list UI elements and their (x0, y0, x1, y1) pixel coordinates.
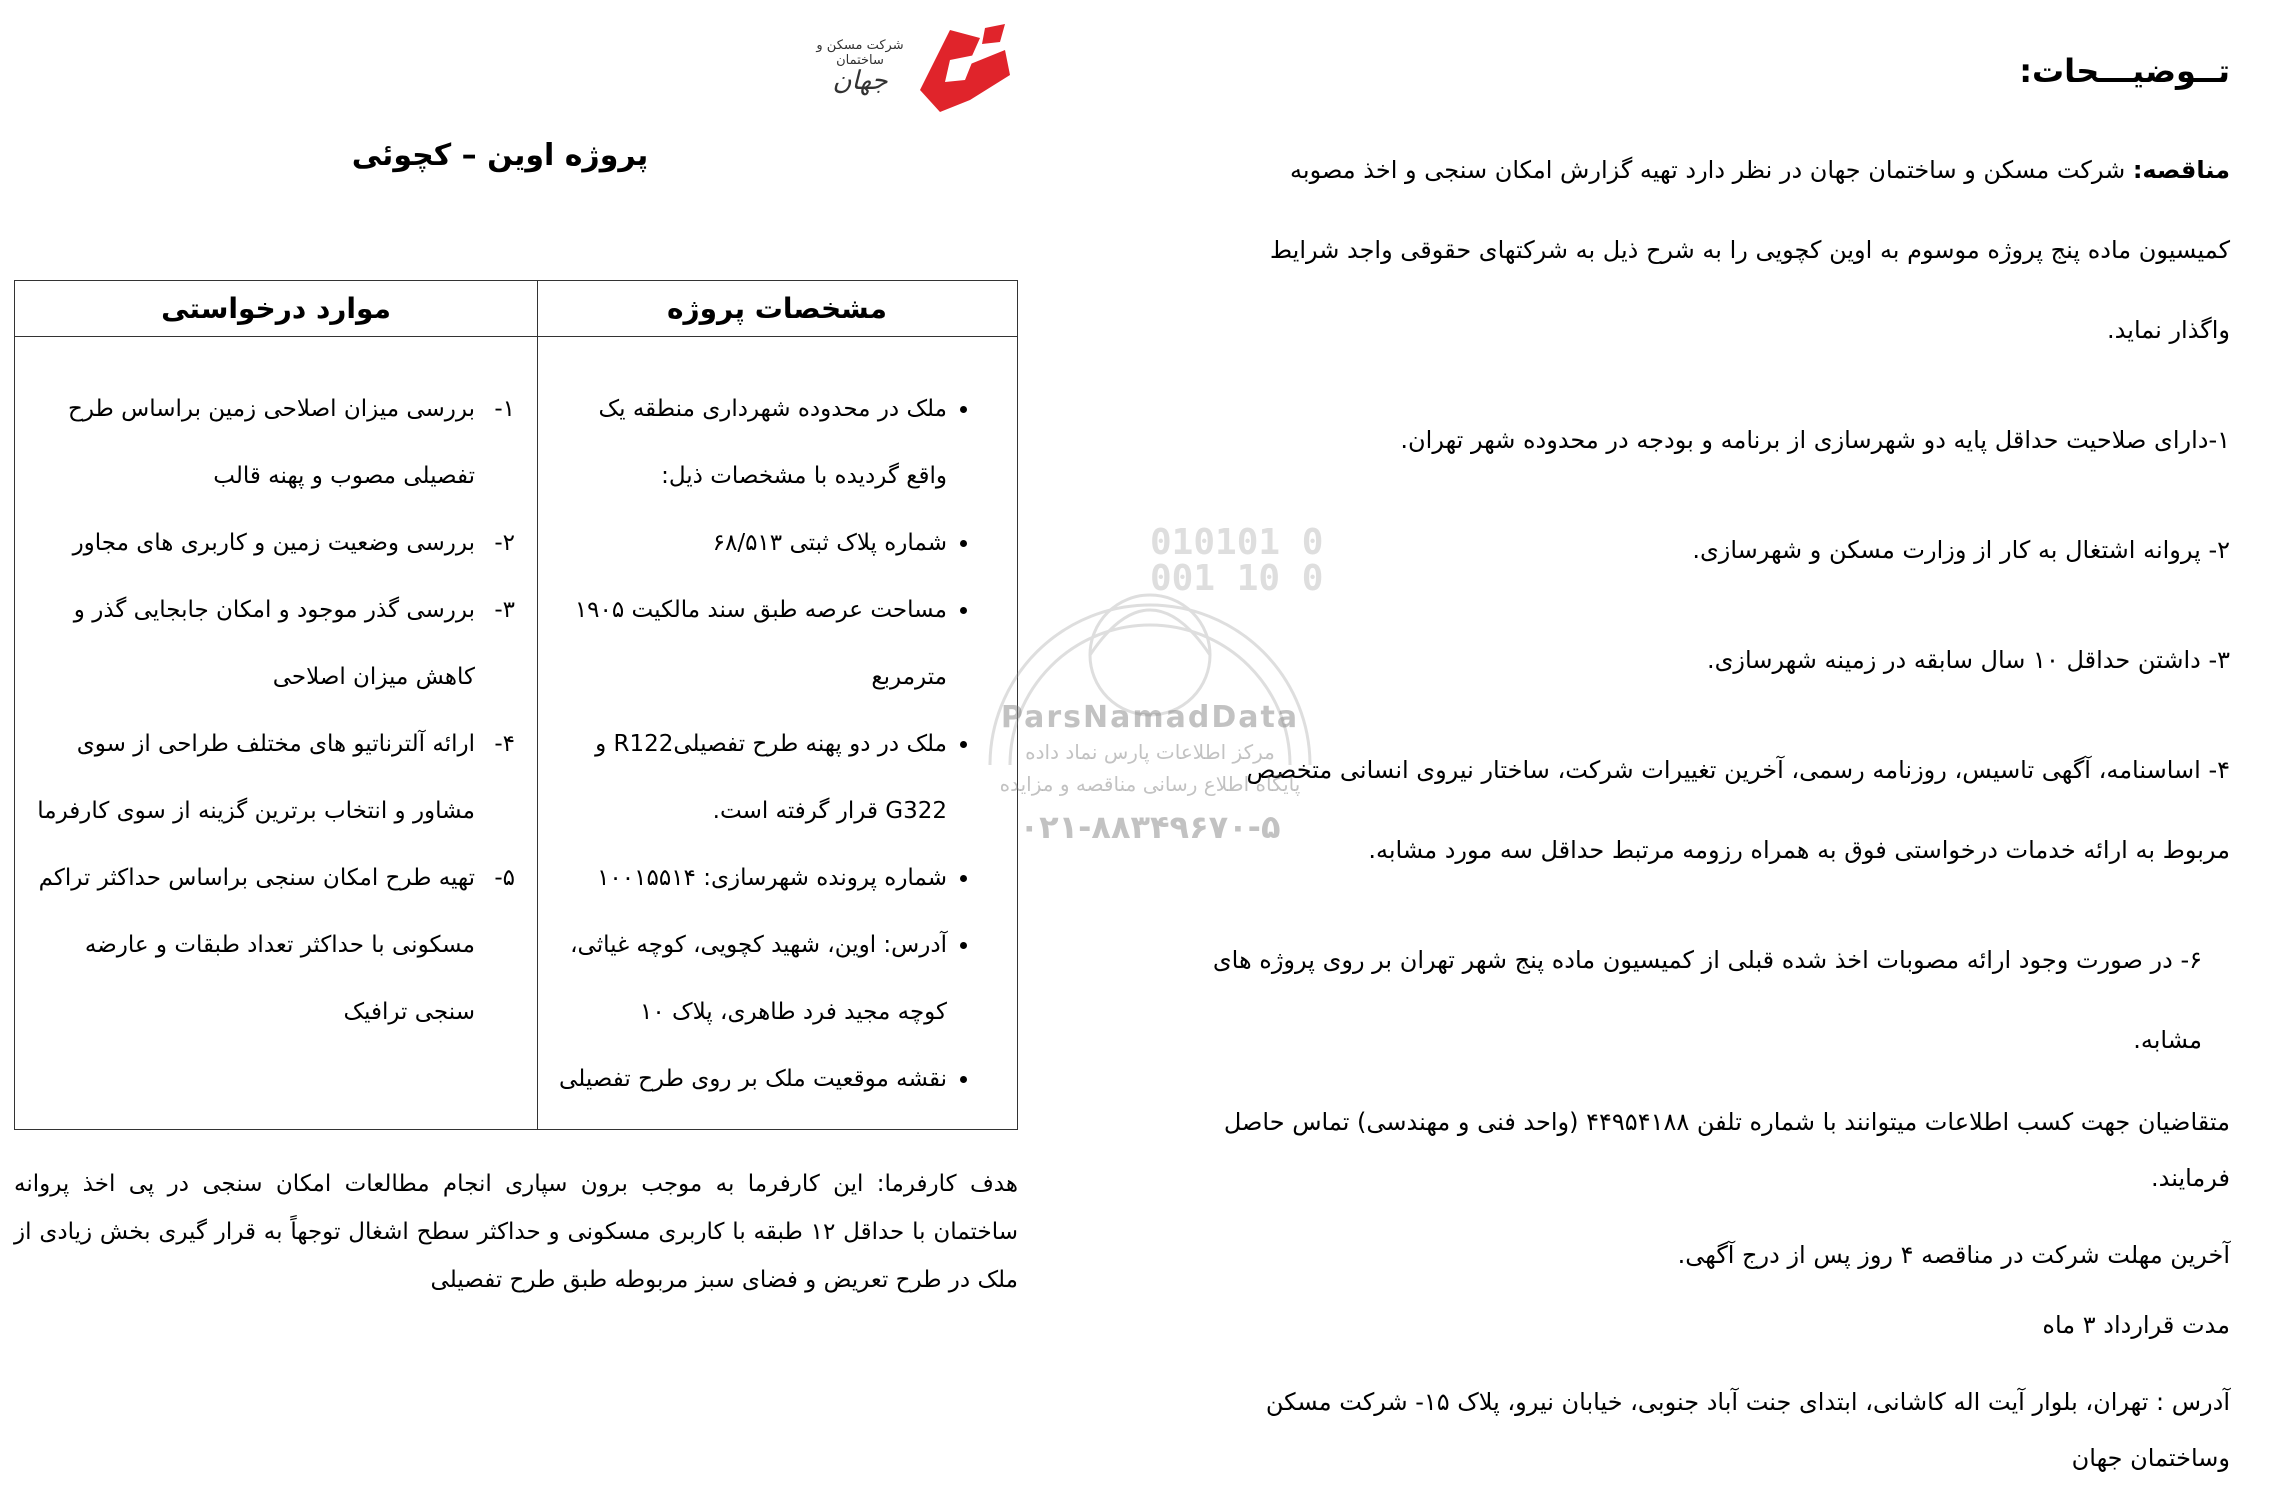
request-number: ۲- (494, 530, 515, 556)
notes-item: ۳- داشتن حداقل ۱۰ سال سابقه در زمینه شهرسازی. (1707, 646, 2230, 674)
request-number: ۵- (494, 865, 515, 891)
column-divider (537, 281, 538, 1129)
employer-goal: هدف کارفرما: این کارفرما به موجب برون سپاری انجام مطالعات امکان سنجی در پی اخذ پروانه ساختمان با حداقل ۱۲ طبقه با کاربری مسکونی و حداکثر سطح اشغال توجهاً به قرار گیری بخش زیادی از ملک در طرح تعریض و فضای سبز مربوطه طبق طرح تفصیلی (14, 1171, 1018, 1293)
requests-header: موارد درخواستی (15, 281, 537, 337)
specs-item: • ملک در دو پهنه طرح تفصیلیR122 و G322 قرار گرفته است. (557, 711, 947, 845)
request-text: تهیه طرح امکان سنجی براساس حداکثر تراکم مسکونی با حداکثر تعداد طبقات و عارضه سنجی ترافیک (38, 865, 475, 1025)
address-paragraph: آدرس : تهران، بلوار آیت اله کاشانی، ابتدای جنت آباد جنوبی، خیابان نیرو، پلاک ۱۵- شرکت مسکن وساختمان جهان (1265, 1388, 2230, 1472)
duration-paragraph: مدت قرارداد ۳ ماه (2042, 1311, 2230, 1339)
specs-item: • شماره پلاک ثبتی ۶۸/۵۱۳ (557, 510, 947, 577)
request-text: بررسی میزان اصلاحی زمین براساس طرح تفصیلی مصوب و پهنه قالب (67, 396, 475, 489)
tender-label: مناقصه: (2132, 156, 2230, 184)
project-title: پروژه اوین – کچوئی (351, 138, 649, 173)
logo-company-text: شرکت مسکن و ساختمان (816, 38, 904, 68)
tender-paragraph (1210, 130, 2230, 370)
specs-item: • آدرس: اوین، شهید کچویی، کوچه غیاثی، کوچه مجید فرد طاهری، پلاک ۱۰ (557, 912, 947, 1046)
request-text: ارائه آلترناتیو های مختلف طراحی از سوی مشاور و انتخاب برترین گزینه از سوی کارفرما (37, 731, 475, 824)
specs-header: مشخصات پروژه (537, 281, 1017, 337)
request-text: بررسی وضعیت زمین و کاربری های مجاور (72, 530, 475, 556)
watermark-phone: ۰۲۱-۸۸۳۴۹۶۷۰-۵ (1019, 808, 1281, 846)
requests-column (35, 376, 515, 1046)
tender-text: شرکت مسکن و ساختمان جهان در نظر دارد تهیه گزارش امکان سنجی و اخذ مصوبه کمیسیون ماده پنج پروژه موسوم به اوین کچویی را به شرح ذیل به شرکتهای حقوقی واجد شرایط واگذار نماید. (1269, 156, 2230, 344)
watermark-line: مرکز اطلاعات پارس نماد داده (1025, 740, 1275, 764)
specs-item: • مساحت عرصه طبق سند مالکیت ۱۹۰۵ مترمربع (557, 577, 947, 711)
logo-company-name: جهان (832, 66, 888, 96)
notes-section (1210, 40, 2230, 1486)
company-logo (800, 20, 1020, 120)
specs-list (557, 376, 987, 1113)
request-item (35, 376, 515, 510)
request-text: بررسی گذر موجود و امکان جابجایی گذر و کاهش میزان اصلاحی (73, 597, 475, 690)
request-number: ۴- (494, 731, 515, 757)
contact-paragraph: متقاضیان جهت کسب اطلاعات میتوانند با شماره تلفن ۴۴۹۵۴۱۸۸ (واحد فنی و مهندسی) تماس حاصل فرمایند. (1223, 1108, 2230, 1192)
specs-item: • نقشه موقعیت ملک بر روی طرح تفصیلی (557, 1046, 947, 1113)
deadline-paragraph: آخرین مهلت شرکت در مناقصه ۴ روز پس از درج آگهی. (1677, 1241, 2230, 1269)
notes-heading: تــوضیـــحات: (2019, 52, 2230, 90)
watermark-brand: ParsNamadData (1000, 700, 1300, 735)
project-table (14, 280, 1018, 1130)
request-item (35, 845, 515, 1046)
specs-item: • ملک در محدوده شهرداری منطقه یک واقع گردیده با مشخصات ذیل: (557, 376, 947, 510)
request-item (35, 577, 515, 711)
specs-column (557, 376, 987, 1113)
watermark-binary: 010101 0001 10 0 (1150, 522, 1324, 599)
request-number: ۳- (494, 597, 515, 623)
request-item (35, 510, 515, 577)
notes-item: ۶- در صورت وجود ارائه مصوبات اخذ شده قبلی از کمیسیون ماده پنج شهر تهران بر روی پروژه های مشابه. (1212, 946, 2202, 1054)
specs-item: • شماره پرونده شهرسازی: ۱۰۰۱۵۵۱۴ (557, 845, 947, 912)
notes-item: ۱-دارای صلاحیت حداقل پایه دو شهرسازی از برنامه و بودجه در محدوده شهر تهران. (1400, 426, 2230, 454)
notes-item: ۲- پروانه اشتغال به کار از وزارت مسکن و شهرسازی. (1692, 536, 2230, 564)
notes-item: ۴- اساسنامه، آگهی تاسیس، روزنامه رسمی، آخرین تغییرات شرکت، ساختار نیروی انسانی متخصص مربوط به ارائه خدمات درخواستی فوق به همراه رزومه مرتبط حداقل سه مورد مشابه. (1246, 756, 2230, 864)
watermark-line: پایگاه اطلاع رسانی مناقصه و مزایده (999, 772, 1301, 796)
request-item (35, 711, 515, 845)
request-number: ۱- (494, 396, 515, 422)
